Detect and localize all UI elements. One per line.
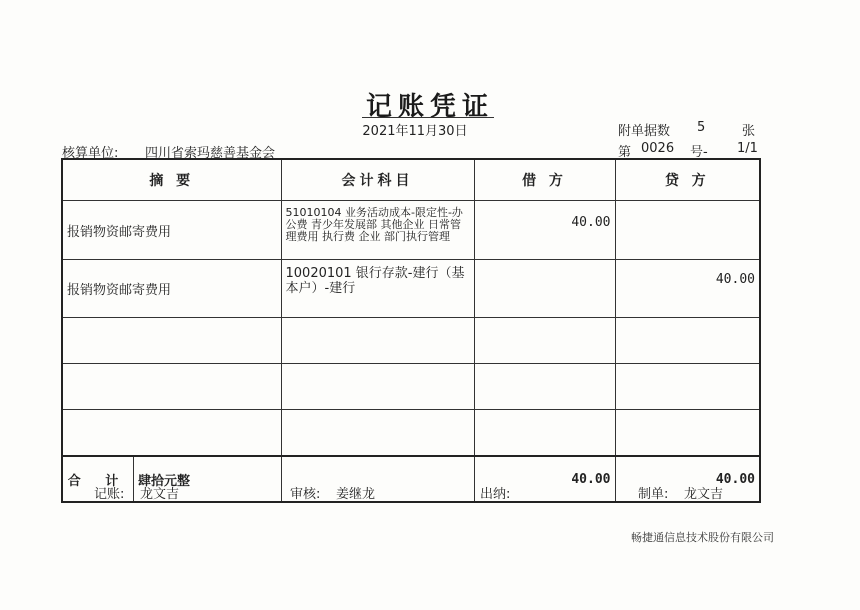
table-header-row bbox=[62, 159, 760, 201]
bookkeeper-label: 记账: bbox=[94, 487, 125, 502]
empty-cell bbox=[62, 364, 281, 410]
empty-cell bbox=[281, 318, 474, 364]
voucher-page: 1/1 bbox=[737, 141, 758, 156]
voucher-title: 记账凭证 bbox=[365, 92, 494, 122]
attachments-label: 附单据数 bbox=[618, 124, 671, 139]
table-row-empty bbox=[62, 318, 760, 364]
column-header-subject: 会计科目 bbox=[281, 159, 474, 201]
row-subject: 51010104 业务活动成本-限定性-办公费 青少年发展部 其他企业 日常管理费用 执行费 企业 部门执行管理 bbox=[281, 201, 474, 260]
voucher-table bbox=[61, 158, 761, 503]
empty-cell bbox=[474, 410, 615, 457]
attachments-unit: 张 bbox=[742, 124, 756, 139]
total-debit: 40.00 bbox=[474, 456, 615, 502]
total-in-words: 肆拾元整 bbox=[138, 473, 191, 489]
attachments-count: 5 bbox=[697, 120, 706, 135]
reviewer-name: 姜继龙 bbox=[336, 487, 376, 502]
voucher-number: 0026 bbox=[641, 141, 675, 156]
row-credit: 40.00 bbox=[615, 260, 760, 318]
preparer-label: 制单: bbox=[638, 487, 669, 502]
total-credit: 40.00 bbox=[615, 456, 760, 502]
empty-cell bbox=[62, 318, 281, 364]
bookkeeper-name: 龙文吉 bbox=[140, 487, 180, 502]
row-summary: 报销物资邮寄费用 bbox=[62, 201, 281, 260]
accounting-unit-value: 四川省索玛慈善基金会 bbox=[145, 146, 276, 161]
voucher-number-prefix: 第 bbox=[618, 145, 632, 160]
total-label: 合 计 bbox=[63, 457, 134, 501]
row-subject: 10020101 银行存款-建行（基本户）-建行 bbox=[281, 260, 474, 318]
row-credit bbox=[615, 201, 760, 260]
table-row bbox=[62, 201, 760, 260]
table-row-empty bbox=[62, 364, 760, 410]
accounting-unit-label: 核算单位: bbox=[62, 146, 119, 161]
column-header-credit: 贷 方 bbox=[615, 159, 760, 201]
reviewer-label: 审核: bbox=[290, 487, 321, 502]
voucher-number-suffix: 号- bbox=[690, 145, 708, 160]
empty-cell bbox=[615, 410, 760, 457]
empty-cell bbox=[474, 318, 615, 364]
table-row-empty bbox=[62, 410, 760, 457]
column-header-summary: 摘 要 bbox=[62, 159, 281, 201]
column-header-debit: 借 方 bbox=[474, 159, 615, 201]
row-debit: 40.00 bbox=[474, 201, 615, 260]
row-summary: 报销物资邮寄费用 bbox=[62, 260, 281, 318]
cashier-label: 出纳: bbox=[480, 487, 511, 502]
table-row bbox=[62, 260, 760, 318]
software-vendor: 畅捷通信息技术股份有限公司 bbox=[631, 531, 774, 544]
empty-cell bbox=[281, 410, 474, 457]
empty-cell bbox=[62, 410, 281, 457]
preparer-name: 龙文吉 bbox=[684, 487, 724, 502]
empty-cell bbox=[615, 318, 760, 364]
row-debit bbox=[474, 260, 615, 318]
empty-cell bbox=[615, 364, 760, 410]
voucher-date: 2021年11月30日 bbox=[362, 124, 468, 139]
empty-cell bbox=[474, 364, 615, 410]
title-underline bbox=[362, 117, 494, 118]
empty-cell bbox=[281, 364, 474, 410]
